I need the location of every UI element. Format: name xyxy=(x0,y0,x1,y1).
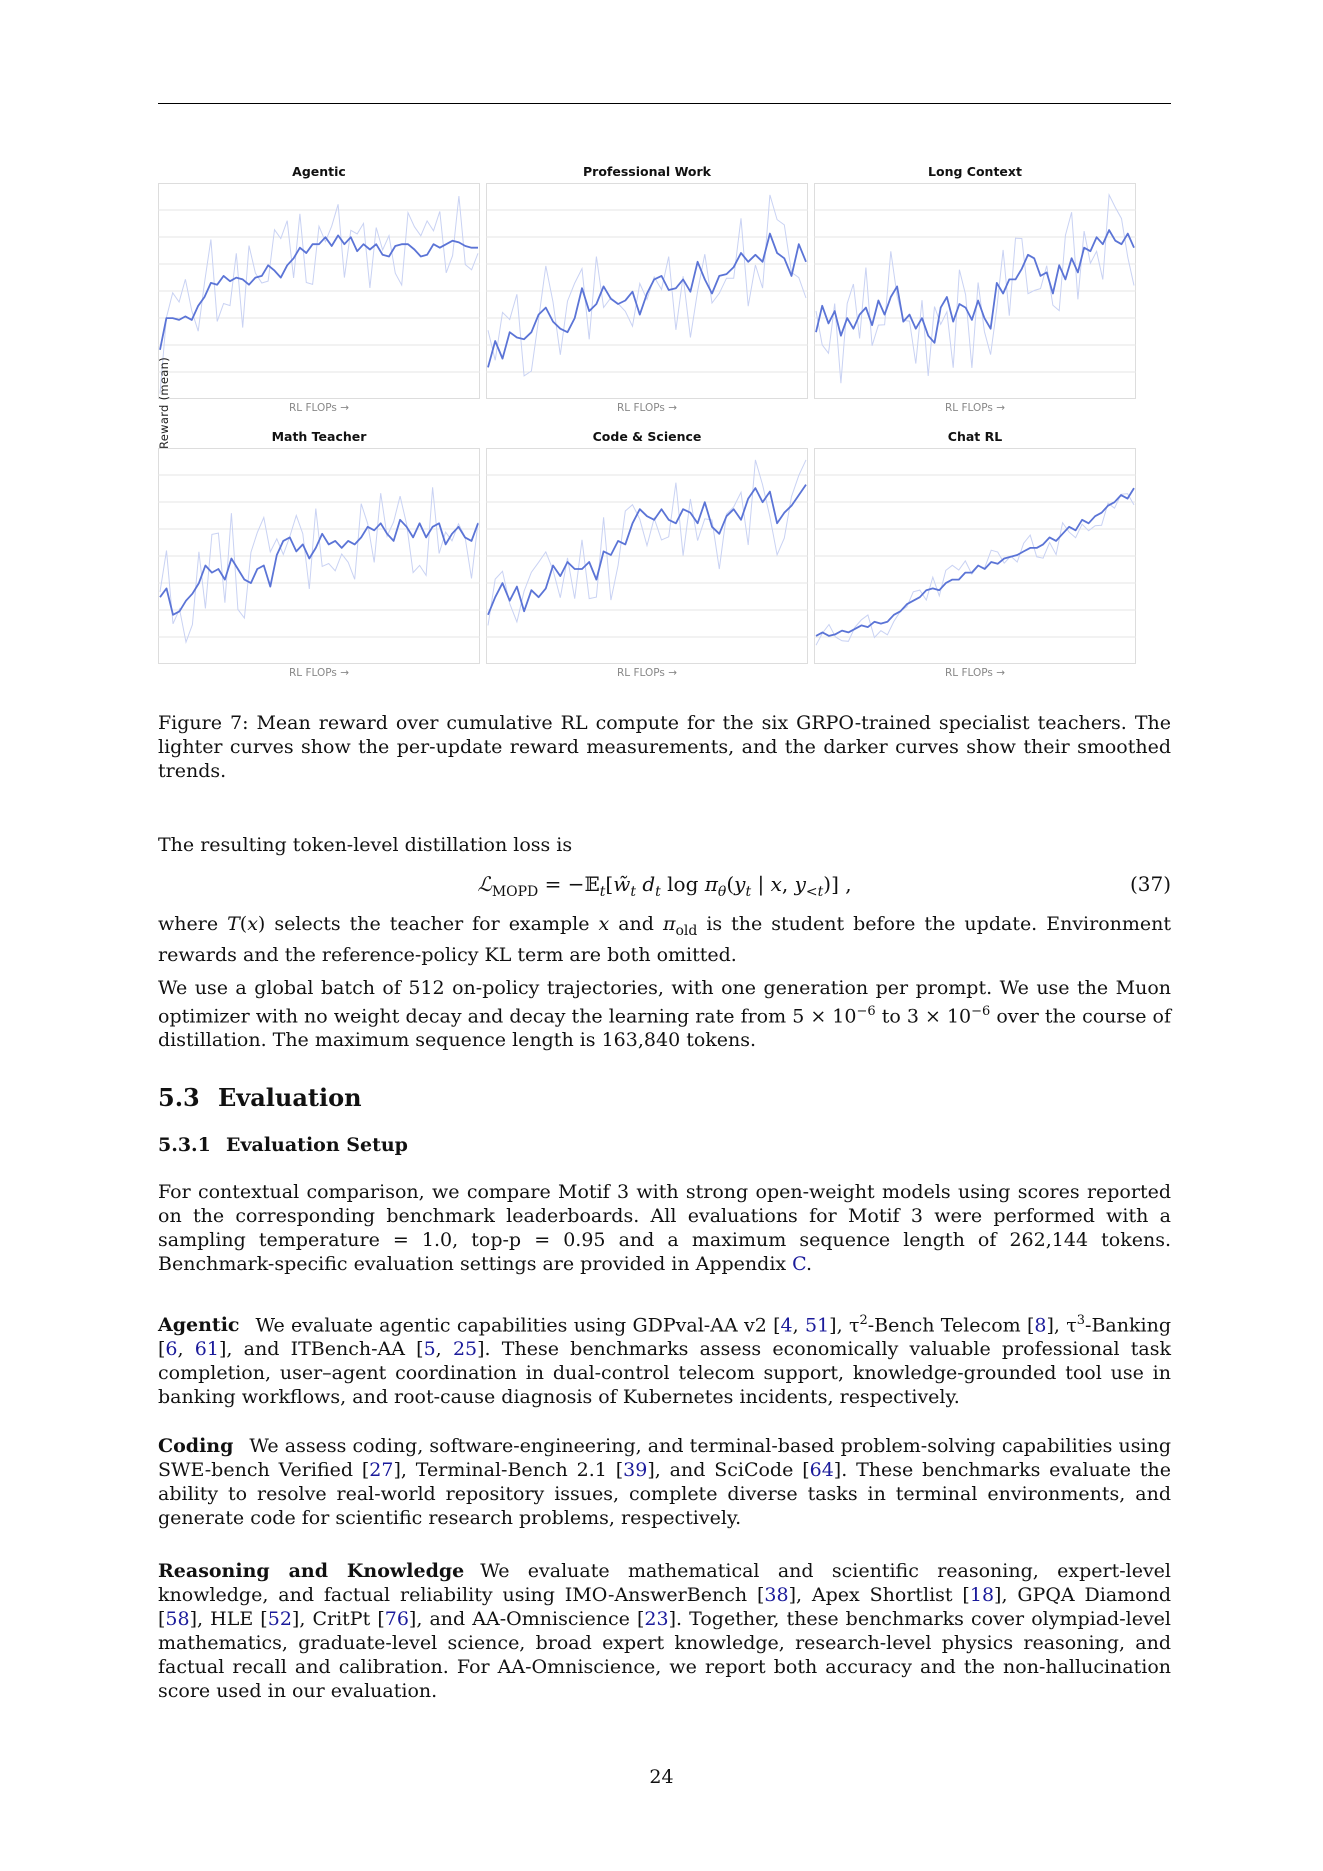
paragraph-coding xyxy=(158,1434,1171,1530)
exponent: −6 xyxy=(971,1004,991,1019)
citation-link[interactable]: 5 xyxy=(423,1338,436,1361)
citation-link[interactable]: 6 xyxy=(165,1338,178,1361)
citation-link[interactable]: 39 xyxy=(623,1459,648,1481)
paragraph-teacher-selection: where T(x) selects the teacher for example x and $\pi_{old}$ is the student before the update. Environment rewards and the reference-policy KL term are both omitted. xyxy=(158,913,1172,966)
figure-7 xyxy=(158,150,1178,690)
raw-reward-line xyxy=(816,195,1134,383)
x-axis-label: RL FLOPs → xyxy=(616,402,678,414)
text-run: where xyxy=(158,913,219,935)
equation-body: ℒ$_{MOPD}$ = $-𝔼_t[w̃_t$ $d_t$ $\log \pi_\theta(y_t$ | x, $y_{<t}$)] , xyxy=(477,872,852,900)
subplot-title: Professional Work xyxy=(583,164,711,179)
text-run: ]. Together, these benchmarks cover olympiad-level mathematics, graduate-level science, broad expert knowledge, research-level physics reasoning, and factual recall and calibration. For AA-Omniscience, we report both accuracy and the non-hallucination score used in our evaluation. xyxy=(158,1608,1171,1702)
smoothed-reward-line xyxy=(488,485,806,615)
equation-number: (37) xyxy=(1129,872,1171,896)
paragraph-lead: Reasoning and Knowledge xyxy=(158,1560,465,1582)
text-run: selects the teacher for example xyxy=(274,913,590,935)
text-run: ]. These benchmarks evaluate the ability to resolve real-world repository issues, complete diverse tasks in terminal environments, and generate code for scientific research problems, respectively. xyxy=(158,1459,1171,1529)
text-run: . xyxy=(806,1253,813,1275)
page-number: 24 xyxy=(649,1766,674,1788)
x-axis-label: RL FLOPs → xyxy=(288,402,350,414)
text-run: ], CritPt [ xyxy=(291,1608,385,1630)
raw-reward-line xyxy=(160,196,478,394)
paragraph-agentic xyxy=(158,1309,1171,1409)
text-run: ], GPQA Diamond [ xyxy=(158,1584,1172,1630)
citation-link[interactable]: 27 xyxy=(369,1459,394,1481)
text-run: ], and ITBench-AA [ xyxy=(218,1338,424,1361)
text-run: ], and AA-Omniscience [ xyxy=(408,1608,645,1630)
text-run: and xyxy=(618,913,654,935)
citation-link[interactable]: 64 xyxy=(809,1459,834,1481)
superscript: 3 xyxy=(1076,1313,1086,1328)
section-title: Evaluation xyxy=(218,1083,362,1112)
text-run: -Banking [ xyxy=(158,1314,1171,1361)
text-run: We assess coding, software-engineering, and terminal-based problem-solving capabilities using SWE-bench Verified [ xyxy=(158,1435,1171,1481)
figure-caption: Figure 7: Mean reward over cumulative RL compute for the six GRPO-trained specialist teachers. The lighter curves show the per-update reward measurements, and the darker curves show their smoothed trends. xyxy=(158,712,1171,782)
paragraph-reasoning xyxy=(158,1559,1171,1703)
subsection-title: Evaluation Setup xyxy=(226,1134,408,1156)
text-run: ], τ xyxy=(1046,1314,1077,1337)
subplot-code-science xyxy=(486,415,808,680)
equation-37 xyxy=(158,872,1171,902)
x-axis-label: RL FLOPs → xyxy=(288,667,350,679)
citation-link[interactable]: 25 xyxy=(452,1338,478,1361)
text-run: ], and SciCode [ xyxy=(647,1459,810,1481)
text-run: We use a global batch of 512 on-policy trajectories, with one generation per prompt. We use the Muon optimizer with no weight decay and decay the learning rate from 5 × 10 xyxy=(158,977,1171,1028)
text-run: ], HLE [ xyxy=(189,1608,268,1630)
header-rule xyxy=(158,103,1171,104)
section-heading xyxy=(158,1083,362,1112)
paragraph-lead: Agentic xyxy=(158,1314,240,1337)
x-axis-label: RL FLOPs → xyxy=(616,667,678,679)
subplot-agentic xyxy=(158,150,480,415)
text-run: ], Terminal-Bench 2.1 [ xyxy=(393,1459,624,1481)
line-plot xyxy=(814,183,1136,399)
text-run: ], Apex Shortlist [ xyxy=(788,1584,970,1606)
citation-link[interactable]: 38 xyxy=(764,1584,789,1606)
text-run: to 3 × 10 xyxy=(875,1005,972,1028)
citation-link[interactable]: 4 xyxy=(780,1314,793,1337)
paragraph-training-setup xyxy=(158,976,1171,1052)
text-run: is the student before the update. Environment rewards and the reference-policy KL term are both omitted. xyxy=(158,913,1172,966)
subplot-title: Chat RL xyxy=(947,429,1003,444)
subplot-math-teacher xyxy=(158,415,480,680)
citation-link[interactable]: 18 xyxy=(969,1584,995,1606)
paragraph-eval-setup xyxy=(158,1180,1171,1276)
subplot-title: Code & Science xyxy=(592,429,702,444)
citation-link[interactable]: 52 xyxy=(267,1608,292,1630)
section-number: 5.3 xyxy=(158,1083,200,1112)
appendix-link[interactable]: C xyxy=(792,1253,807,1275)
citation-link[interactable]: 8 xyxy=(1034,1314,1047,1337)
citation-link[interactable]: 23 xyxy=(644,1608,669,1630)
subplot-chat-rl xyxy=(814,415,1136,680)
line-plot xyxy=(158,183,480,399)
citation-link[interactable]: 61 xyxy=(194,1338,219,1361)
text-run: ], τ xyxy=(829,1314,860,1337)
subsection-heading xyxy=(158,1134,408,1156)
text-run: , xyxy=(177,1338,195,1361)
text-run: ]. These benchmarks assess economically valuable professional task completion, user–agent coordination in dual-control telecom support, knowledge-grounded tool use in banking workflows, and root-cause diagnosis of Kubernetes incidents, respectively. xyxy=(158,1338,1171,1409)
smoothed-reward-line xyxy=(816,488,1134,636)
line-plot xyxy=(158,448,480,664)
x-axis-label: RL FLOPs → xyxy=(944,402,1006,414)
line-plot xyxy=(486,183,808,399)
citation-link[interactable]: 51 xyxy=(804,1314,830,1337)
text-run: For contextual comparison, we compare Motif 3 with strong open-weight models using scores reported on the corresponding benchmark leaderboards. All evaluations for Motif 3 were performed with a sampling temperature = 1.0, top-p = 0.95 and a maximum sequence length of 262,144 tokens. Benchmark-specific evaluation settings are provided in Appendix xyxy=(158,1181,1171,1275)
line-plot xyxy=(814,448,1136,664)
subplot-title: Agentic xyxy=(292,164,346,179)
text-run: -Bench Telecom [ xyxy=(867,1314,1035,1337)
raw-reward-line xyxy=(488,460,806,626)
subplot-professional-work xyxy=(486,150,808,415)
text-run: over the course of distillation. The maximum sequence length is 163,840 tokens. xyxy=(158,1005,1171,1052)
text-run: , xyxy=(792,1314,805,1337)
paragraph-loss-intro: The resulting token-level distillation loss is xyxy=(158,834,573,856)
text-run: , xyxy=(435,1338,453,1361)
paragraph-lead: Coding xyxy=(158,1435,234,1457)
subsection-number: 5.3.1 xyxy=(158,1134,211,1156)
raw-reward-line xyxy=(488,195,806,376)
smoothed-reward-line xyxy=(160,235,478,349)
citation-link[interactable]: 76 xyxy=(384,1608,409,1630)
text-run: We evaluate mathematical and scientific reasoning, expert-level knowledge, and factual reliability using IMO-AnswerBench [ xyxy=(158,1560,1171,1606)
raw-reward-line xyxy=(160,487,478,642)
text-run: We evaluate agentic capabilities using GDPval-AA v2 [ xyxy=(255,1314,781,1337)
x-axis-label: RL FLOPs → xyxy=(944,667,1006,679)
citation-link[interactable]: 58 xyxy=(165,1608,190,1630)
superscript: 2 xyxy=(859,1313,868,1328)
subplot-long-context xyxy=(814,150,1136,415)
y-axis-label-text: Reward (mean) xyxy=(157,357,171,449)
exponent: −6 xyxy=(856,1004,876,1019)
subplot-title: Long Context xyxy=(928,164,1022,179)
subplot-title: Math Teacher xyxy=(271,429,367,444)
line-plot xyxy=(486,448,808,664)
